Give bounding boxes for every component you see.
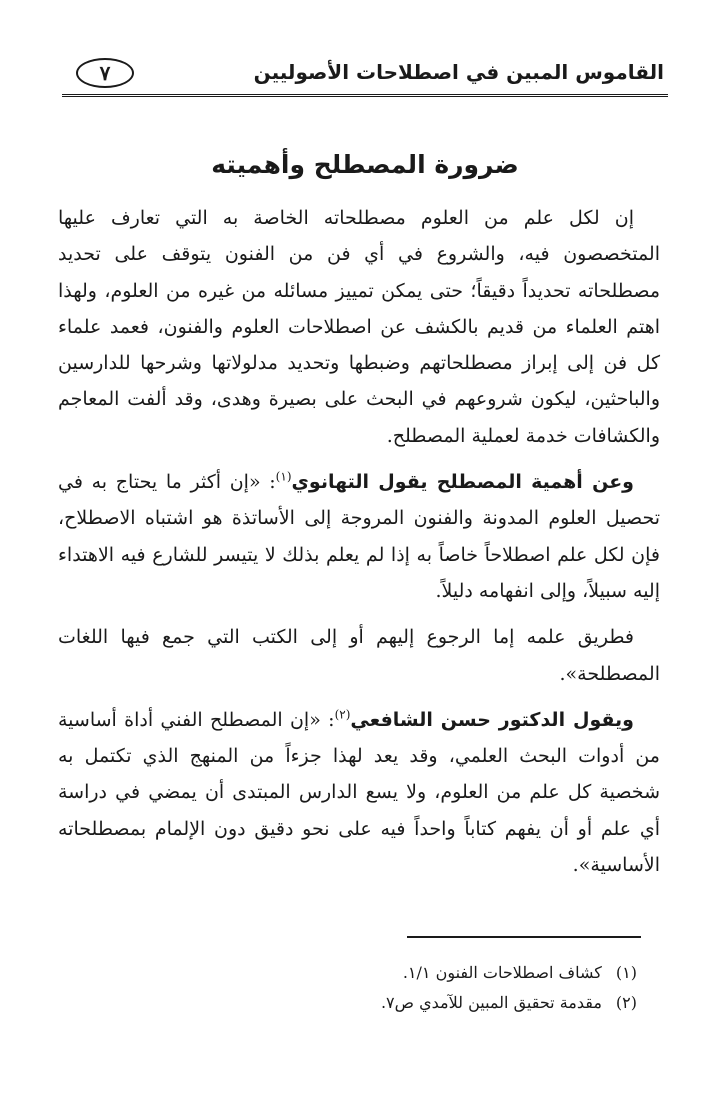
running-header bbox=[62, 52, 668, 92]
footnote-text: مقدمة تحقيق المبين للآمدي ص٧. bbox=[380, 993, 602, 1012]
footnote-divider bbox=[407, 936, 641, 938]
footnote-number: (١) bbox=[615, 963, 637, 982]
footnote-text: كشاف اصطلاحات الفنون ١/١. bbox=[402, 963, 602, 982]
paragraph-2 bbox=[58, 464, 660, 609]
running-header-title: القاموس المبين في اصطلاحات الأصوليين bbox=[253, 60, 664, 84]
quote-text: : «إن أكثر ما يحتاج به في تحصيل العلوم المدونة والفنون المروجة إلى الأساتذة هو اشتباه الاصطلاح، فإن لكل علم اصطلاحاً خاصاً به إذا لم يعلم بذلك لا يتيسر للشارع فيه الاهتداء إليه سبيلاً، وإلى انفهامه دليلاً. bbox=[58, 471, 660, 602]
paragraph-4 bbox=[58, 702, 660, 883]
footnotes bbox=[77, 958, 637, 1018]
footnote-item bbox=[77, 958, 637, 988]
section-heading: ضرورة المصطلح وأهميته bbox=[211, 150, 519, 179]
footnote-reference: (٢) bbox=[334, 707, 351, 722]
paragraph-1: إن لكل علم من العلوم مصطلحاته الخاصة به التي تعارف عليها المتخصصون فيه، والشروع في أي فن من الفنون يتوقف على تحديد مصطلحاته تحديداً دقيقاً؛ حتى يمكن تمييز مسائله من غيره من العلوم، ولهذا اهتم العلماء من قديم بالكشف عن اصطلاحات العلوم والفنون، فعمد علماء كل فن إلى إبراز مصطلحاتهم وضبطها وتحديد مدلولاتها وشرحها للدارسين والباحثين، ليكون شروعهم في البحث على بصيرة وهدى، وقد ألفت المعاجم والكشافات خدمة لعملية المصطلح. bbox=[58, 207, 660, 447]
quote-text: : «إن المصطلح الفني أداة أساسية من أدوات البحث العلمي، وقد يعد لهذا جزءاً من المنهج الذي تكتمل به شخصية كل علم من العلوم، ولا يسع الدارس المبتدى أن يمضي في دراسة أي علم أو أن يفهم كتاباً واحداً فيه على نحو دقيق دون الإلمام بمصطلحاته الأساسية». bbox=[58, 708, 660, 877]
footnote-reference: (١) bbox=[275, 469, 292, 484]
header-divider bbox=[62, 94, 668, 97]
paragraph-3: فطريق علمه إما الرجوع إليهم أو إلى الكتب التي جمع فيها اللغات المصطلحة». bbox=[58, 626, 660, 685]
quote-attribution: وعن أهمية المصطلح يقول التهانوي bbox=[291, 471, 634, 494]
footnote-item bbox=[77, 988, 637, 1018]
body-text bbox=[58, 200, 660, 883]
page-number: ٧ bbox=[76, 58, 134, 88]
quote-attribution: ويقول الدكتور حسن الشافعي bbox=[350, 708, 634, 731]
footnote-number: (٢) bbox=[615, 993, 637, 1012]
